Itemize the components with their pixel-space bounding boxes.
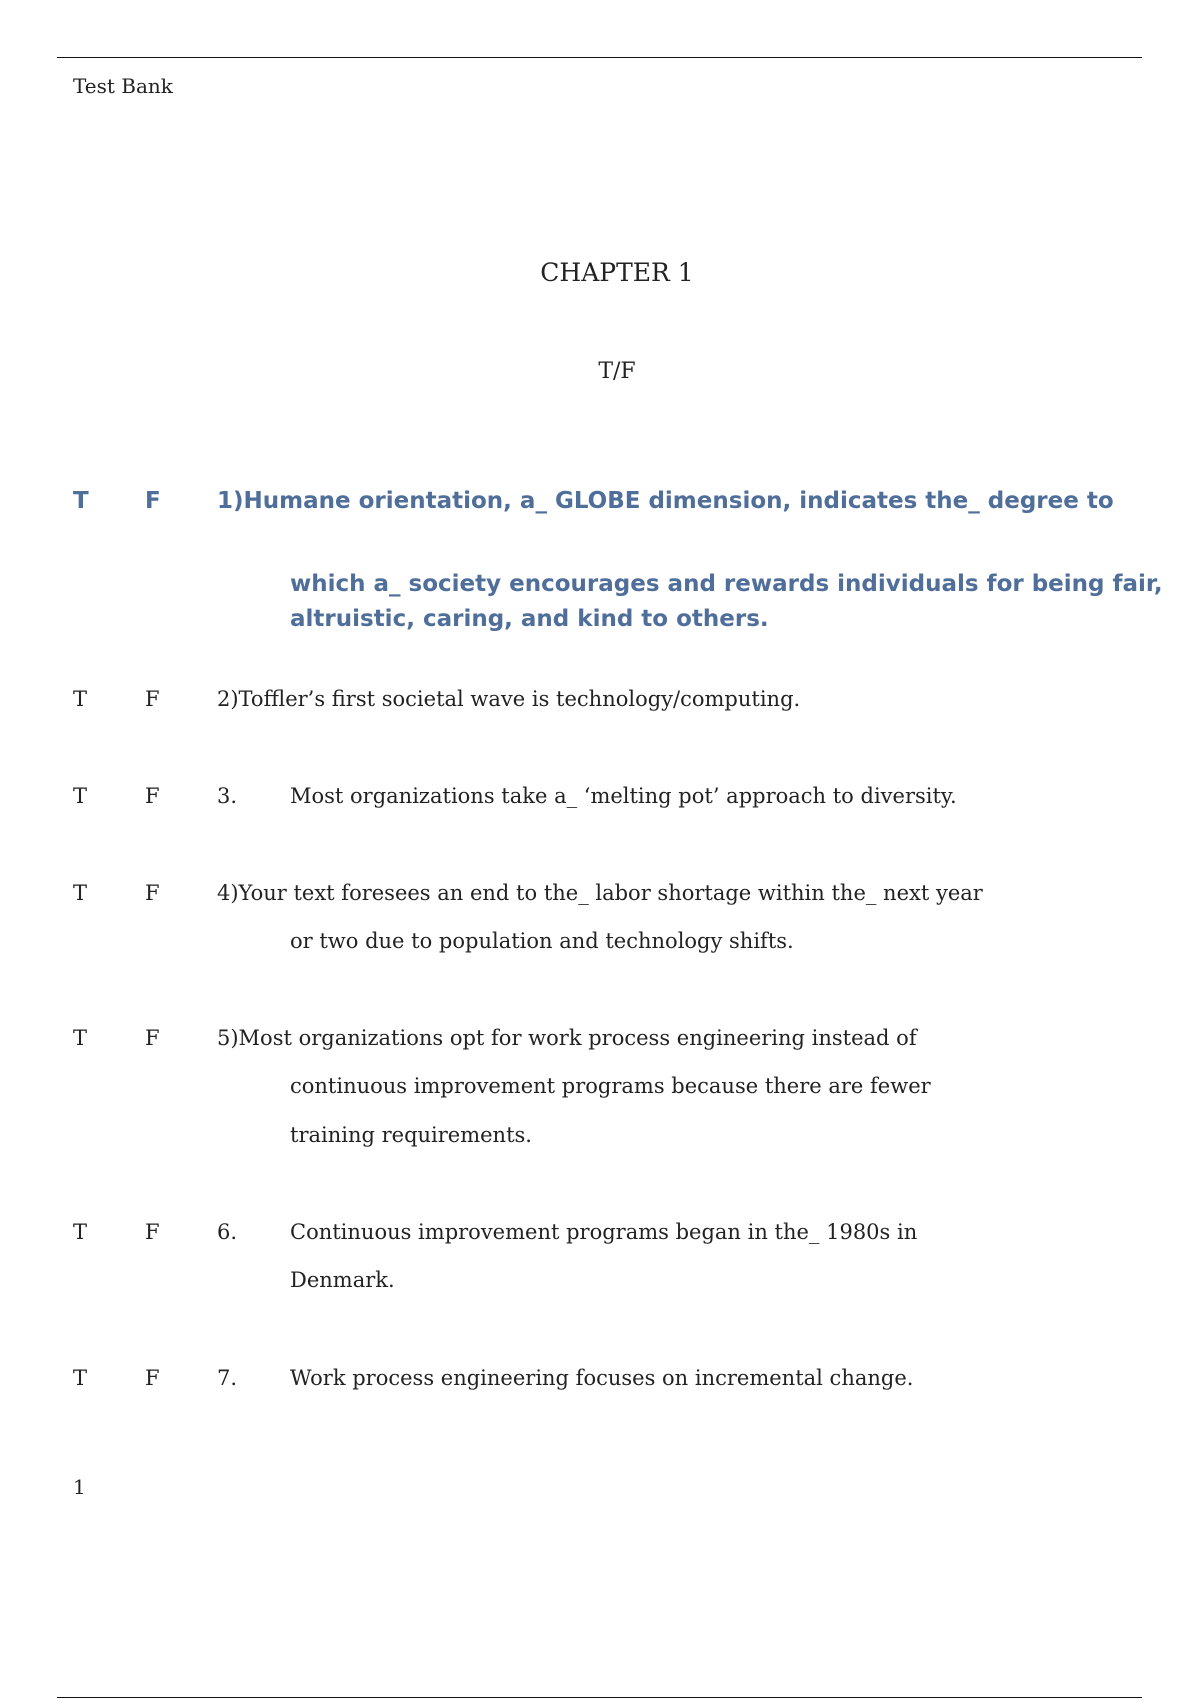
question-text-line: 1)Humane orientation, a_ GLOBE dimension, indicates the_ degree to [217, 488, 1114, 514]
true-option[interactable]: T [73, 784, 88, 808]
true-option[interactable]: T [73, 1366, 88, 1390]
true-option[interactable]: T [73, 488, 89, 514]
section-title: T/F [598, 359, 636, 384]
chapter-title: CHAPTER 1 [540, 258, 694, 287]
question-text-line: continuous improvement programs because there are fewer [290, 1074, 931, 1098]
true-option[interactable]: T [73, 687, 88, 711]
question-text-line: Most organizations take a_ ‘melting pot’ approach to diversity. [290, 784, 957, 808]
header-rule [57, 57, 1142, 58]
true-option[interactable]: T [73, 881, 88, 905]
false-option[interactable]: F [145, 784, 160, 808]
question-text-line: Work process engineering focuses on incremental change. [290, 1366, 914, 1390]
question-text-line: 5)Most organizations opt for work process engineering instead of [217, 1026, 917, 1050]
question-number: 6. [217, 1220, 238, 1244]
question-number: 3. [217, 784, 238, 808]
question-text-line: altruistic, caring, and kind to others. [290, 606, 769, 632]
false-option[interactable]: F [145, 1366, 160, 1390]
false-option[interactable]: F [145, 687, 160, 711]
question-text-line: Continuous improvement programs began in the_ 1980s in [290, 1220, 918, 1244]
question-text-line: Denmark. [290, 1268, 395, 1292]
question-text-line: 2)Toffler’s first societal wave is technology/computing. [217, 687, 801, 711]
false-option[interactable]: F [145, 488, 161, 514]
false-option[interactable]: F [145, 1220, 160, 1244]
running-header: Test Bank [73, 74, 173, 98]
question-text-line: training requirements. [290, 1123, 532, 1147]
true-option[interactable]: T [73, 1026, 88, 1050]
question-number: 7. [217, 1366, 238, 1390]
footer-rule [57, 1697, 1142, 1698]
false-option[interactable]: F [145, 881, 160, 905]
false-option[interactable]: F [145, 1026, 160, 1050]
page-number: 1 [73, 1475, 86, 1499]
question-text-line: which a_ society encourages and rewards individuals for being fair, [290, 571, 1163, 597]
question-text-line: or two due to population and technology shifts. [290, 929, 794, 953]
question-text-line: 4)Your text foresees an end to the_ labor shortage within the_ next year [217, 881, 983, 905]
true-option[interactable]: T [73, 1220, 88, 1244]
